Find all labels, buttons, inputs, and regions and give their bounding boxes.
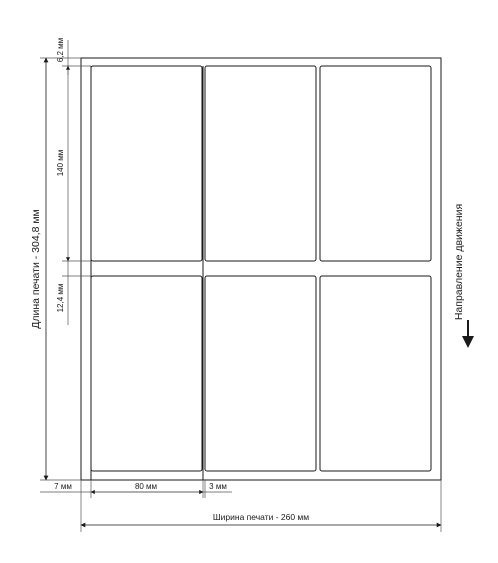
print-length-label: Длина печати - 304,8 мм: [30, 209, 42, 329]
label-height-label: 140 мм: [56, 149, 65, 177]
left-margin-label: 7 мм: [54, 482, 72, 491]
label-r1-c2: [205, 66, 316, 261]
direction-label: Направление движения: [453, 203, 465, 321]
column-gap-label: 3 мм: [209, 482, 227, 491]
label-r2-c1: [91, 276, 202, 471]
top-margin-label: 6,2 мм: [56, 37, 65, 63]
label-r2-c2: [205, 276, 316, 471]
direction-arrow-head-icon: [462, 336, 474, 348]
print-width-label: Ширина печати - 260 мм: [212, 512, 310, 522]
extension-lines-left: [40, 58, 91, 480]
label-r1-c1: [91, 66, 202, 261]
row-gap-label: 12,4 мм: [56, 283, 65, 313]
label-r1-c3: [320, 66, 431, 261]
label-r2-c3: [320, 276, 431, 471]
label-width-label: 80 мм: [134, 482, 158, 491]
print-area-frame: [81, 58, 441, 480]
